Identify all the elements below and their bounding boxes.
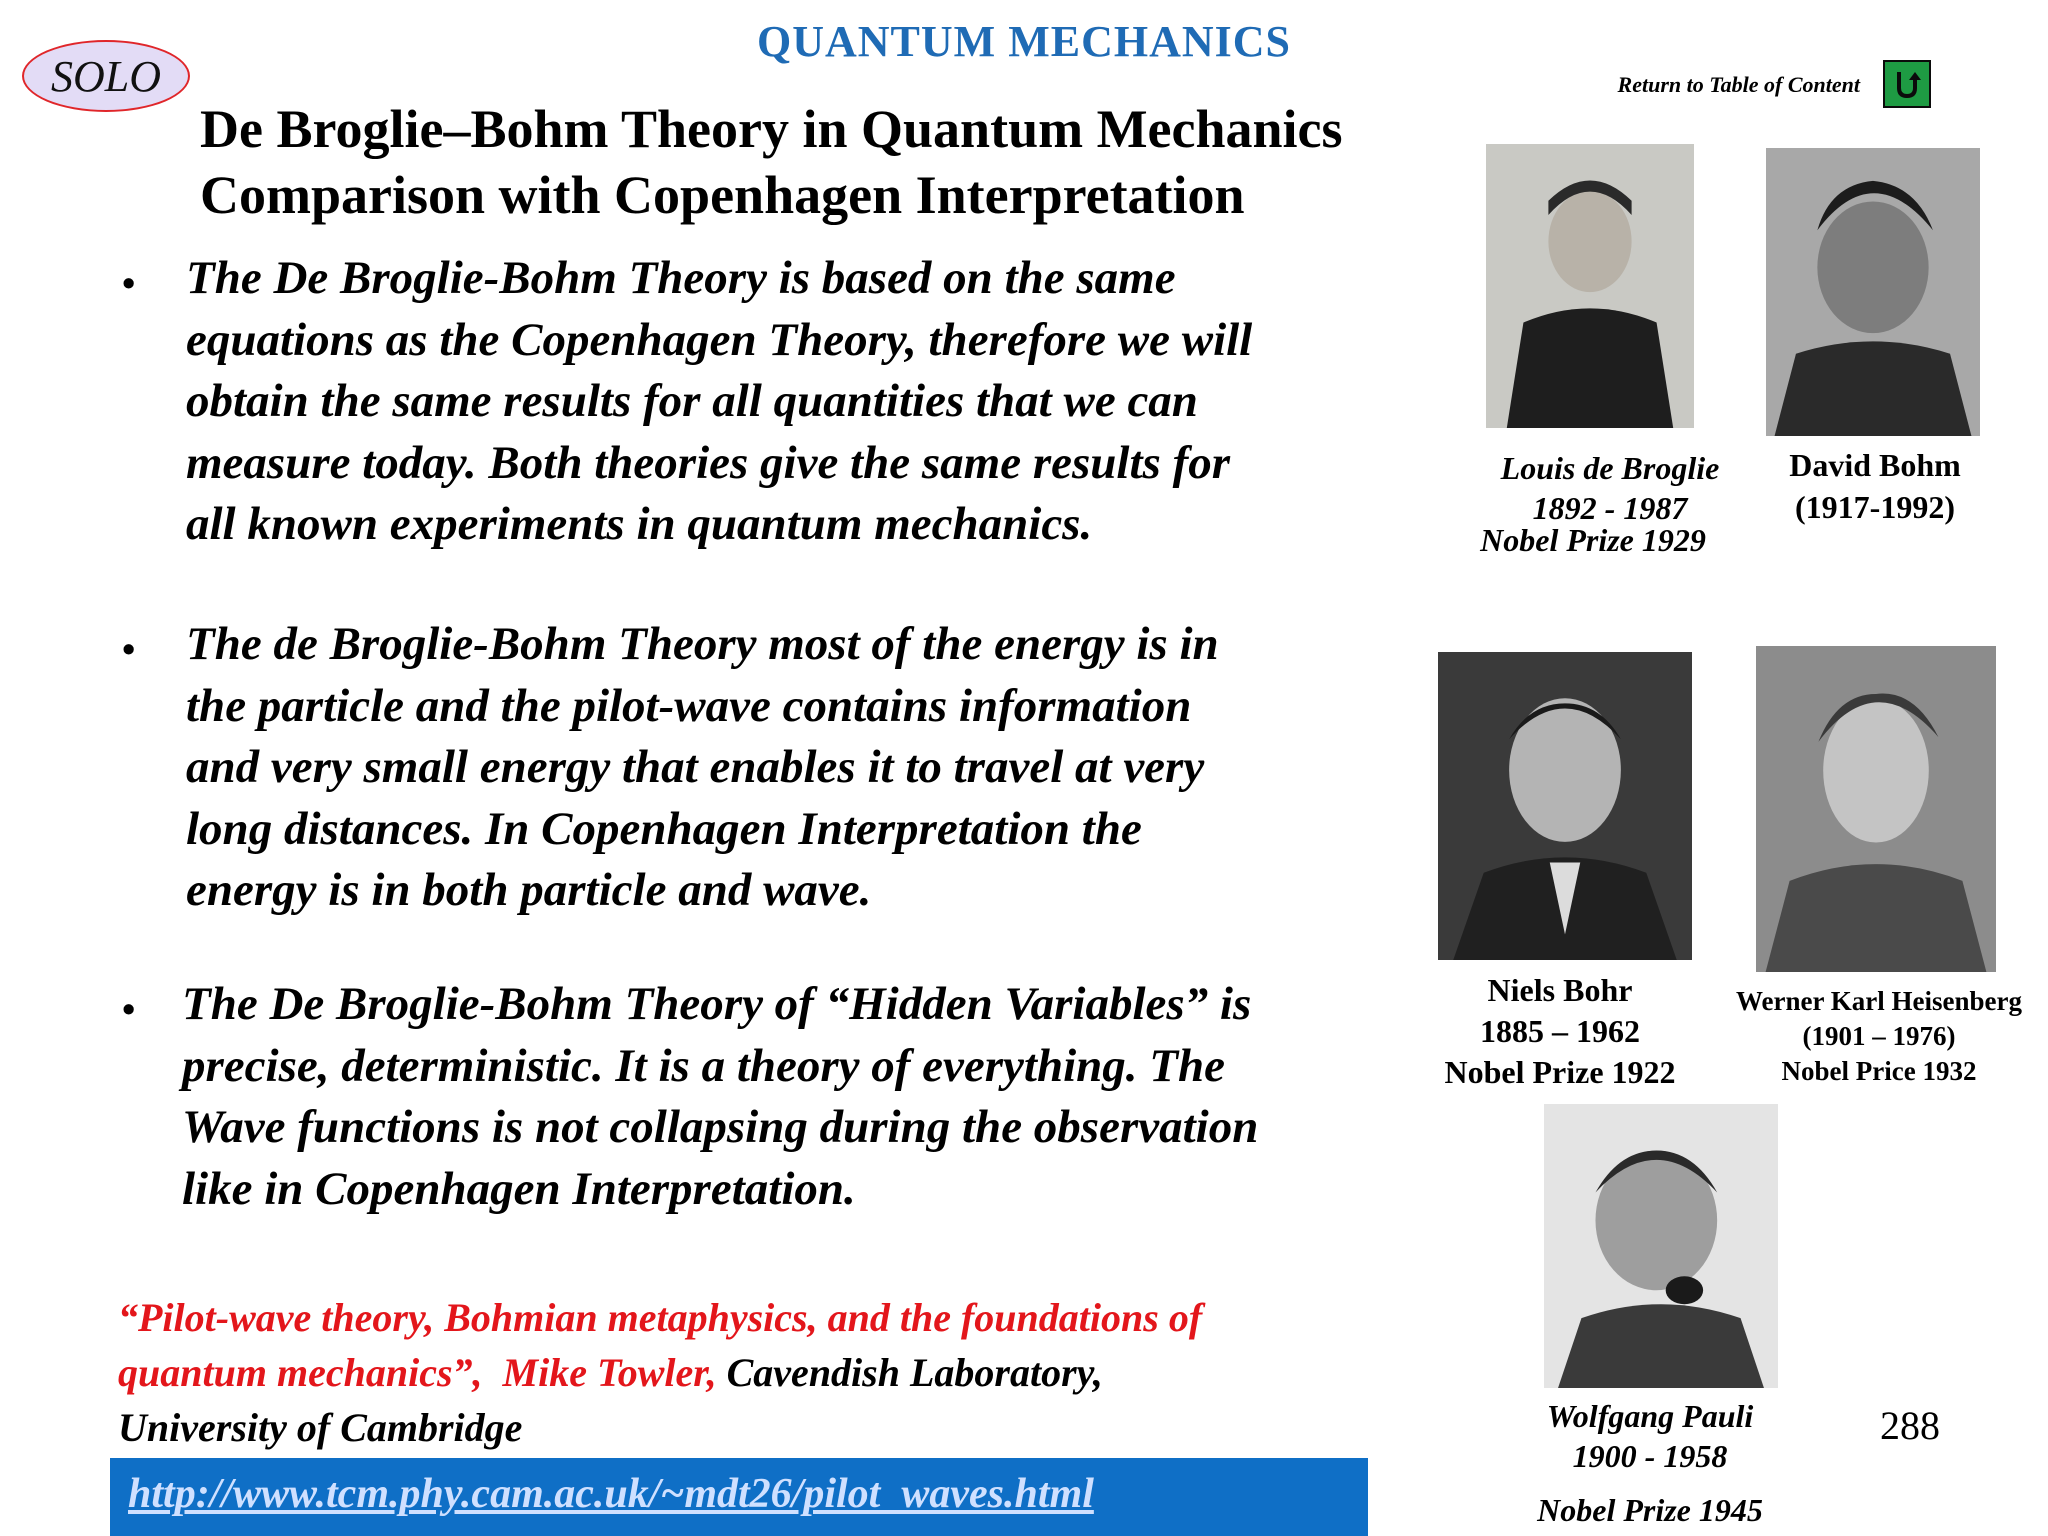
bullet-1-line: measure today. Both theories give the same results for xyxy=(186,436,1231,489)
bullet-marker: • xyxy=(122,989,136,1031)
caption-bohr xyxy=(1410,970,1710,1093)
return-arrow-icon[interactable] xyxy=(1883,60,1931,108)
portrait-bohm xyxy=(1766,148,1980,436)
caption-de-broglie xyxy=(1460,448,1760,528)
bullet-3 xyxy=(182,974,1372,1220)
heading-line-1: De Broglie–Bohm Theory in Quantum Mechanics xyxy=(200,99,1343,159)
bullet-marker: • xyxy=(122,629,136,671)
caption-heisenberg xyxy=(1724,984,2034,1089)
bullet-1-line: equations as the Copenhagen Theory, therefore we will xyxy=(186,313,1253,366)
citation xyxy=(118,1290,1378,1455)
caption-name: Werner Karl Heisenberg xyxy=(1736,986,2022,1016)
source-url-link[interactable]: http://www.tcm.phy.cam.ac.uk/~mdt26/pilot_waves.html xyxy=(128,1471,1094,1517)
return-to-toc-link[interactable]: Return to Table of Content xyxy=(1617,72,1860,97)
caption-name: Niels Bohr xyxy=(1487,972,1633,1008)
caption-bohm xyxy=(1760,444,1990,528)
bullet-1 xyxy=(186,248,1376,556)
citation-university: University of Cambridge xyxy=(118,1405,523,1450)
caption-name: Louis de Broglie xyxy=(1500,450,1720,486)
caption-years: 1885 – 1962 xyxy=(1480,1013,1640,1049)
citation-affiliation: Cavendish Laboratory, xyxy=(726,1350,1103,1395)
caption-prize: Nobel Prize 1922 xyxy=(1444,1054,1676,1090)
caption-years: (1917-1992) xyxy=(1795,489,1955,525)
bullet-3-line: like in Copenhagen Interpretation. xyxy=(182,1162,856,1215)
caption-de-broglie-prize: Nobel Prize 1929 xyxy=(1480,522,1706,558)
citation-title-line-2: quantum mechanics”, xyxy=(118,1350,483,1395)
heading-line-2: Comparison with Copenhagen Interpretation xyxy=(200,165,1245,225)
bullet-2-line: energy is in both particle and wave. xyxy=(186,864,872,916)
citation-title-line-1: “Pilot-wave theory, Bohmian metaphysics, and the foundations of xyxy=(118,1295,1203,1340)
bullet-2-line: and very small energy that enables it to travel at very xyxy=(186,741,1205,793)
caption-prize: Nobel Price 1932 xyxy=(1781,1056,1977,1086)
caption-name: David Bohm xyxy=(1789,447,1961,483)
portrait-heisenberg xyxy=(1756,646,1996,972)
bullet-1-line: The De Broglie-Bohm Theory is based on the same xyxy=(186,252,1176,304)
caption-years: 1900 - 1958 xyxy=(1572,1438,1728,1474)
portrait-de-broglie xyxy=(1486,144,1694,428)
bullet-3-line: Wave functions is not collapsing during the observation xyxy=(182,1101,1259,1153)
bullet-2-line: The de Broglie-Bohm Theory most of the energy is in xyxy=(186,618,1219,670)
bullet-2-line: the particle and the pilot-wave contains information xyxy=(186,679,1192,732)
caption-pauli xyxy=(1500,1396,1800,1476)
page-number: 288 xyxy=(1880,1403,1940,1448)
portrait-bohr xyxy=(1438,652,1692,960)
caption-years: (1901 – 1976) xyxy=(1802,1021,1956,1051)
bullet-3-line: precise, deterministic. It is a theory of everything. The xyxy=(182,1039,1226,1092)
bullet-2-line: long distances. In Copenhagen Interpretation the xyxy=(186,802,1142,855)
bullet-3-line: The De Broglie-Bohm Theory of “Hidden Variables” is xyxy=(182,978,1252,1030)
bullet-1-line: all known experiments in quantum mechanics. xyxy=(186,498,1093,550)
citation-author: Mike Towler, xyxy=(502,1350,717,1395)
caption-years: 1892 - 1987 xyxy=(1532,490,1688,526)
bullet-marker: • xyxy=(122,263,136,305)
bullet-2 xyxy=(186,614,1376,922)
bullet-1-line: obtain the same results for all quantities that we can xyxy=(186,375,1198,427)
caption-pauli-prize: Nobel Prize 1945 xyxy=(1537,1492,1763,1528)
page-title: QUANTUM MECHANICS xyxy=(757,17,1291,66)
portrait-pauli xyxy=(1544,1104,1778,1388)
slide-heading xyxy=(200,96,1440,228)
solo-label: SOLO xyxy=(50,51,162,101)
caption-name: Wolfgang Pauli xyxy=(1546,1398,1754,1434)
